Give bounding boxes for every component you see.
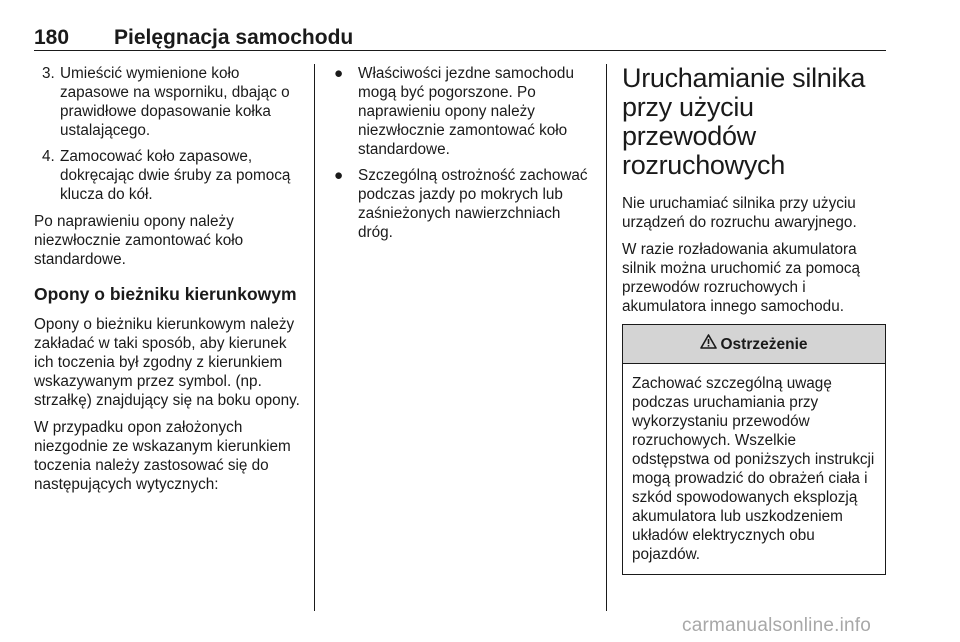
bullet-icon: ●	[334, 65, 344, 82]
list-item	[330, 166, 592, 242]
bullet-text: Właściwości jezdne samochodu mogą być pogorszone. Po naprawieniu opony należy niezwłocznie zamontować koło standardowe.	[358, 65, 574, 158]
step-number: 3.	[42, 65, 55, 82]
page-header	[34, 26, 886, 52]
steps-list	[34, 64, 300, 204]
step-text: Umieścić wymienione koło zapasowe na wsporniku, dbając o prawidłowe dopasowanie kołka ustalającego.	[60, 65, 290, 139]
page-number: 180	[34, 26, 70, 49]
step-text: Zamocować koło zapasowe, dokręcając dwie śruby za pomocą klucza do kół.	[60, 148, 291, 203]
list-item	[34, 64, 300, 140]
warning-header	[623, 325, 885, 364]
warning-triangle-icon	[700, 334, 717, 354]
bullet-text: Szczególną ostrożność zachować podczas jazdy po mokrych lub zaśnieżonych nawierzchniach dróg.	[358, 167, 588, 241]
header-rule	[34, 50, 886, 51]
column-right	[622, 64, 886, 575]
bullet-icon: ●	[334, 167, 344, 184]
bullet-list	[330, 64, 592, 242]
warning-text: Zachować szczególną uwagę podczas uruchamiania przy wykorzystaniu przewodów rozruchowych. Wszelkie odstępstwa od poniższych instrukcji mogą prowadzić do obrażeń ciała i szkód spowodowanych eksplozją akumulatora lub uszkodzeniem układów elektrycznych obu pojazdów.	[632, 375, 875, 563]
paragraph: Nie uruchamiać silnika przy użyciu urządzeń do rozruchu awaryjnego.	[622, 195, 857, 231]
column-middle	[330, 64, 592, 249]
paragraph: W przypadku opon założonych niezgodnie ze wskazanym kierunkiem toczenia należy zastosować się do następujących wytycznych:	[34, 419, 291, 493]
section-heading: Opony o bieżniku kierunkowym	[34, 284, 297, 304]
column-divider	[314, 64, 315, 611]
column-left	[34, 64, 300, 502]
paragraph: W razie rozładowania akumulatora silnik można uruchomić za pomocą przewodów rozruchowych i akumulatora innego samochodu.	[622, 241, 861, 315]
column-divider	[606, 64, 607, 611]
paragraph: Opony o bieżniku kierunkowym należy zakładać w taki sposób, aby kierunek ich toczenia był zgodny z kierunkiem wskazywanym przez symbol. (np. strzałkę) znajdujący się na boku opony.	[34, 316, 300, 409]
paragraph: Po naprawieniu opony należy niezwłocznie zamontować koło standardowe.	[34, 213, 244, 268]
section-title: Uruchamianie silnika przy użyciu przewodów rozruchowych	[622, 63, 866, 180]
chapter-title: Pielęgnacja samochodu	[114, 26, 354, 49]
warning-box	[622, 324, 886, 575]
warning-title: Ostrzeżenie	[720, 335, 808, 353]
step-number: 4.	[42, 148, 55, 165]
watermark: carmanualsonline.info	[682, 615, 872, 636]
list-item	[330, 64, 592, 159]
list-item	[34, 147, 300, 204]
